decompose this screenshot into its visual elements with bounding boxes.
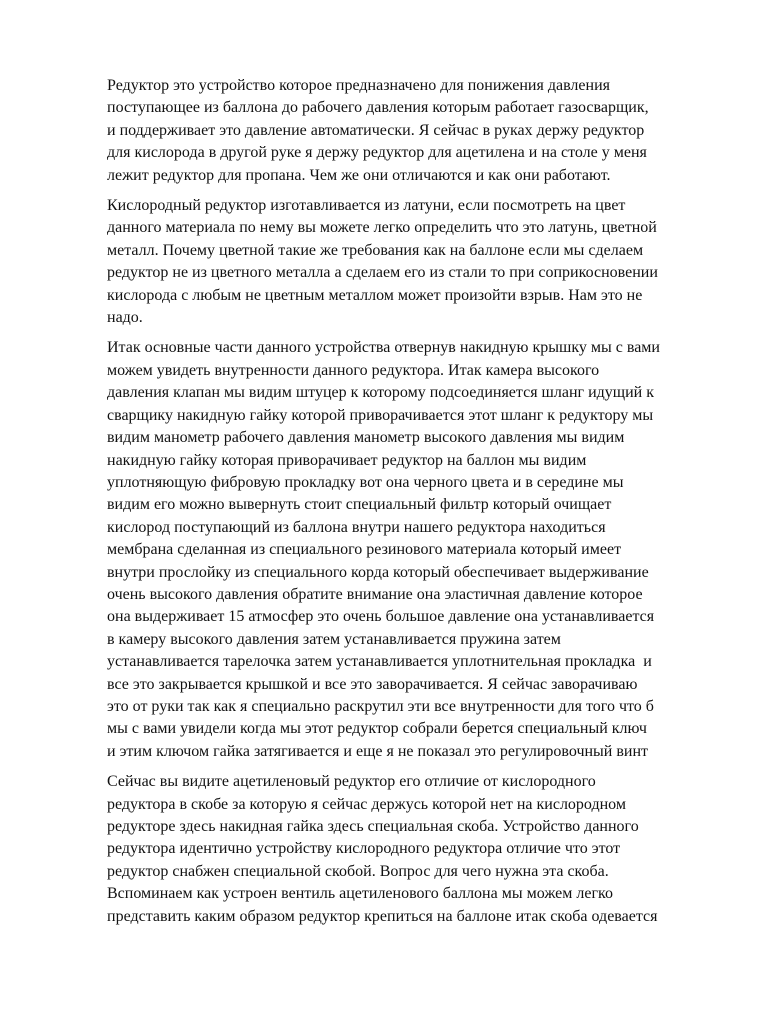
text-line: все это закрывается крышкой и все это заворачивается. Я сейчас заворачиваю bbox=[107, 675, 638, 693]
paragraph-4 bbox=[107, 771, 727, 928]
paragraph-3 bbox=[107, 337, 727, 763]
document-page bbox=[107, 75, 727, 936]
text-line: Сейчас вы видите ацетиленовый редуктор его отличие от кислородного bbox=[107, 773, 596, 791]
text-line: накидную гайку которая приворачивает редуктор на баллон мы видим bbox=[107, 451, 587, 469]
text-line: сварщику накидную гайку которой приворачивается этот шланг к редуктору мы bbox=[107, 406, 654, 424]
paragraph-1 bbox=[107, 75, 727, 187]
text-line: редуктора идентично устройству кислородного редуктора отличие что этот bbox=[107, 840, 621, 858]
text-line: редуктор не из цветного металла а сделаем его из стали то при соприкосновении bbox=[107, 264, 658, 282]
text-line: мы с вами увидели когда мы этот редуктор собрали берется специальный ключ bbox=[107, 720, 647, 738]
text-line: Кислородный редуктор изготавливается из латуни, если посмотреть на цвет bbox=[107, 197, 626, 215]
text-line: и этим ключом гайка затягивается и еще я не показал это регулировочный винт bbox=[107, 742, 649, 760]
text-line: данного материала по нему вы можете легко определить что это латунь, цветной bbox=[107, 219, 657, 237]
text-line: устанавливается тарелочка затем устанавливается уплотнительная прокладка и bbox=[107, 653, 652, 671]
paragraph-2 bbox=[107, 195, 727, 329]
text-line: редукторе здесь накидная гайка здесь специальная скоба. Устройство данного bbox=[107, 818, 639, 835]
text-line: кислорода с любым не цветным металлом может произойти взрыв. Нам это не bbox=[107, 286, 643, 304]
text-line: поступающее из баллона до рабочего давления которым работает газосварщик, bbox=[107, 99, 649, 117]
text-line: для кислорода в другой руке я держу редуктор для ацетилена и на столе у меня bbox=[107, 144, 647, 162]
text-line: Вспоминаем как устроен вентиль ацетиленового баллона мы можем легко bbox=[107, 885, 613, 903]
text-line: лежит редуктор для пропана. Чем же они отличаются и как они работают. bbox=[107, 166, 611, 184]
text-line: можем увидеть внутренности данного редуктора. Итак камера высокого bbox=[107, 361, 600, 379]
text-line: Итак основные части данного устройства отвернув накидную крышку мы с вами bbox=[107, 339, 660, 357]
text-line: представить каким образом редуктор крепиться на баллоне итак скоба одевается bbox=[107, 907, 658, 925]
text-line: внутри прослойку из специального корда который обеспечивает выдерживание bbox=[107, 563, 649, 581]
text-line: давления клапан мы видим штуцер к которому подсоединяется шланг идущий к bbox=[107, 384, 654, 402]
text-line: видим манометр рабочего давления манометр высокого давления мы видим bbox=[107, 429, 625, 447]
text-line: редуктора в скобе за которую я сейчас держусь которой нет на кислородном bbox=[107, 795, 626, 813]
text-line: уплотняющую фибровую прокладку вот она черного цвета и в середине мы bbox=[107, 473, 624, 491]
text-line: очень высокого давления обратите внимание она эластичная давление которое bbox=[107, 585, 643, 603]
text-line: кислород поступающий из баллона внутри нашего редуктора находиться bbox=[107, 518, 606, 536]
text-line: редуктор снабжен специальной скобой. Вопрос для чего нужна эта скоба. bbox=[107, 862, 609, 880]
text-line: это от руки так как я специально раскрутил эти все внутренности для того что б bbox=[107, 697, 654, 715]
text-line: она выдерживает 15 атмосфер это очень большое давление она устанавливается bbox=[107, 608, 655, 626]
text-line: и поддерживает это давление автоматически. Я сейчас в руках держу редуктор bbox=[107, 121, 645, 139]
text-line: Редуктор это устройство которое предназначено для понижения давления bbox=[107, 77, 610, 94]
text-line: мембрана сделанная из специального резинового материала который имеет bbox=[107, 541, 622, 559]
text-line: металл. Почему цветной такие же требования как на баллоне если мы сделаем bbox=[107, 241, 644, 259]
text-line: видим его можно вывернуть стоит специальный фильтр который очищает bbox=[107, 496, 612, 514]
text-line: в камеру высокого давления затем устанавливается пружина затем bbox=[107, 630, 561, 648]
text-line: надо. bbox=[107, 309, 143, 327]
